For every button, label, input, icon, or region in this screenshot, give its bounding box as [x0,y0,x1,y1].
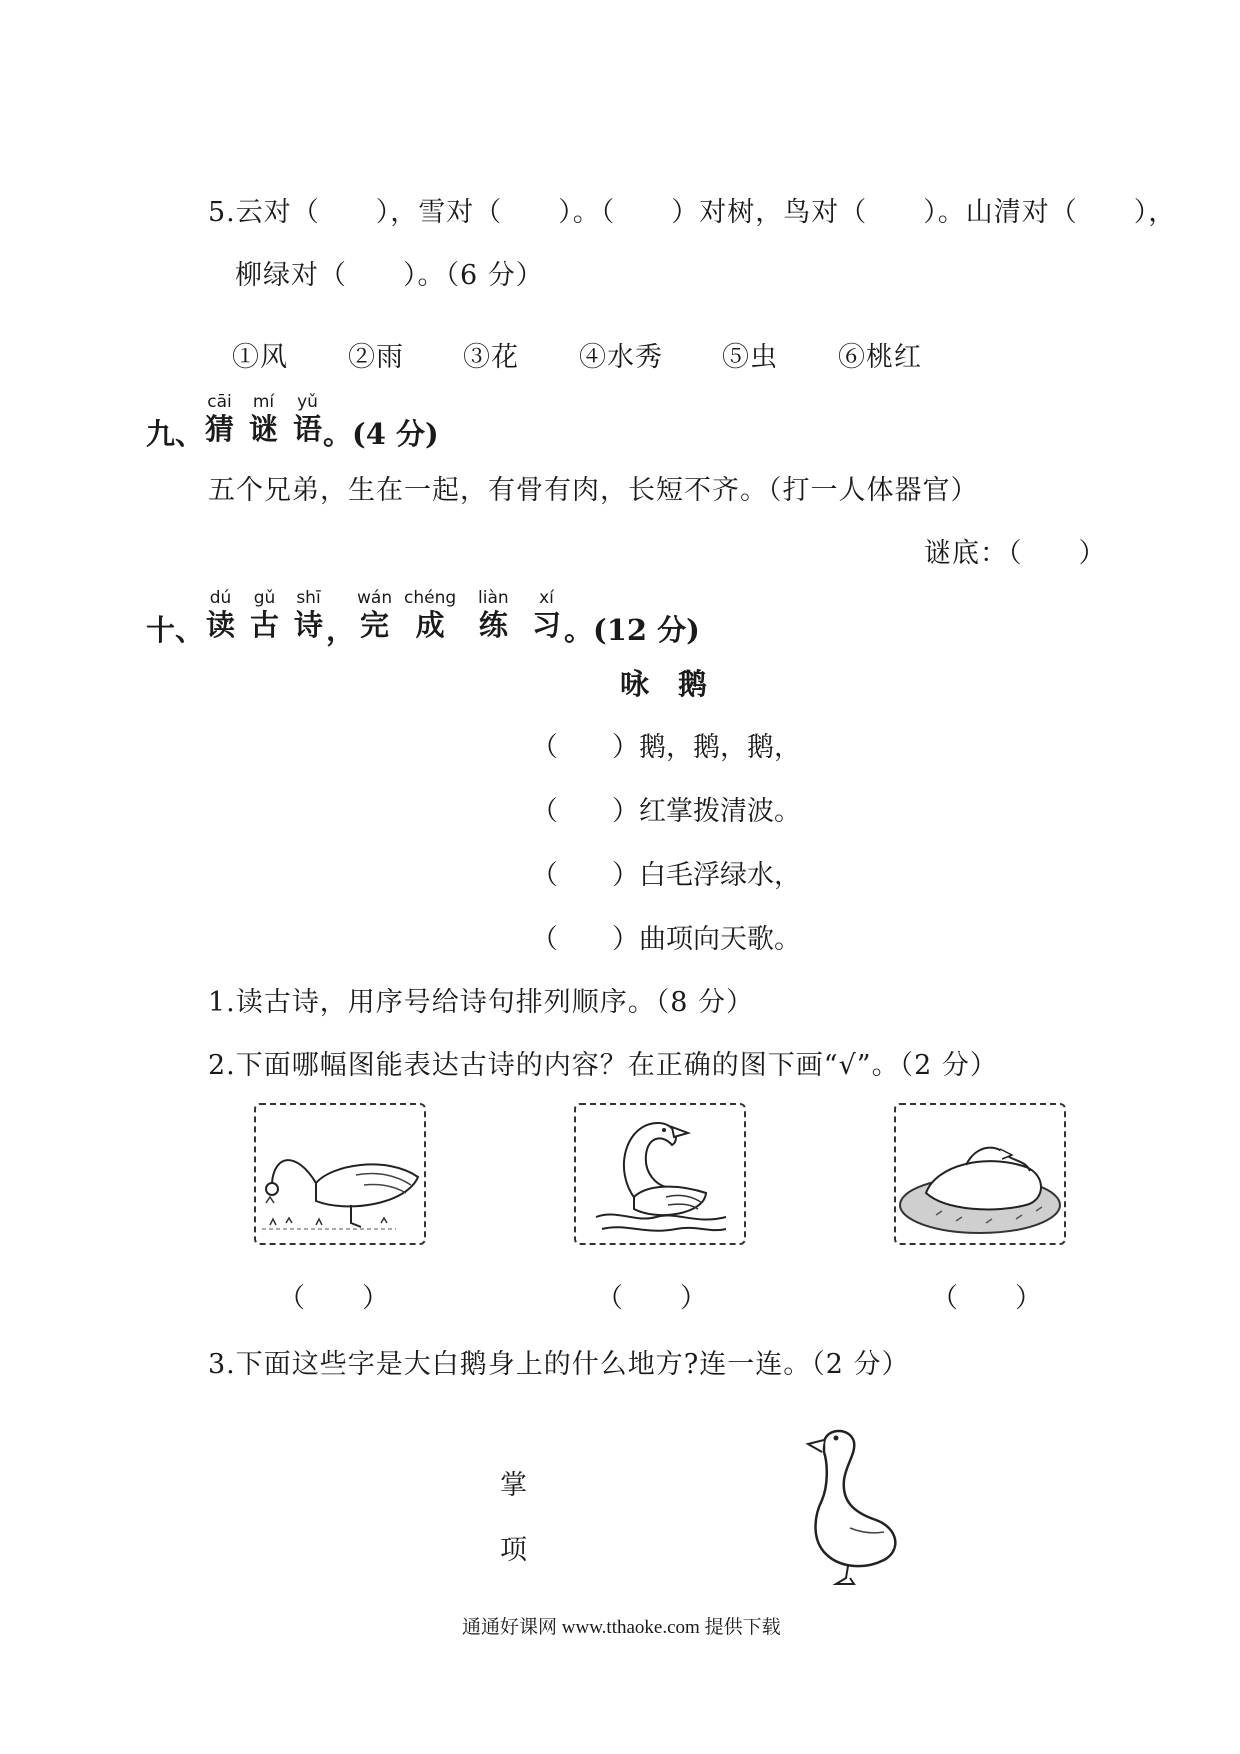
section-10-word-4 [357,588,392,642]
pic-3-answer[interactable]: （ ） [931,1283,1043,1314]
poem-title: 咏 鹅 [620,667,708,701]
pic-2-answer[interactable]: （ ） [596,1283,708,1314]
q5-line2: 柳绿对（ ）。（6 分） [235,260,544,291]
poem-line-2: （ ）红掌拨清波。 [531,796,801,827]
hanzi: 读 [206,608,236,642]
section-10-score: 。(12 分) [564,613,700,647]
poem-line-4: （ ）曲项向天歌。 [531,924,801,955]
q3-text: 3.下面这些字是大白鹅身上的什么地方?连一连。（2 分） [208,1349,910,1380]
q2-text: 2.下面哪幅图能表达古诗的内容？在正确的图下画“√”。（2 分） [208,1050,998,1081]
hanzi: 练 [478,608,508,642]
section-10-word-1 [206,588,235,642]
pinyin: gǔ [253,588,276,608]
hanzi: 诗 [294,608,324,642]
section-9-word-1 [205,392,234,446]
picture-goose-nesting[interactable] [894,1103,1066,1245]
q5-option-6: ⑥桃红 [838,342,922,373]
q5-option-1: ①风 [232,342,288,373]
goose-eating-illustration [256,1105,424,1243]
q1-text: 1.读古诗，用序号给诗句排列顺序。（8 分） [208,987,755,1018]
pinyin: dú [209,588,232,608]
riddle-answer: 谜底：（ ） [924,538,1107,569]
section-10-word-7 [532,588,561,642]
picture-goose-swimming[interactable] [574,1103,746,1245]
pinyin: shī [296,588,321,608]
match-char-palm[interactable]: 掌 [500,1470,528,1501]
goose-nesting-illustration [896,1105,1064,1243]
hanzi: 习 [532,608,562,642]
q5-option-2: ②雨 [348,342,404,373]
pinyin: chéng [404,588,457,608]
hanzi: 猜 [205,412,235,446]
hanzi: 谜 [249,412,279,446]
hanzi: 语 [293,412,323,446]
section-9-score: 。(4 分) [323,417,439,451]
hanzi: 古 [250,608,280,642]
poem-line-3: （ ）白毛浮绿水， [531,860,801,891]
pic-1-answer[interactable]: （ ） [278,1283,390,1314]
q5-option-5: ⑤虫 [722,342,778,373]
pinyin: xí [539,588,554,608]
section-10-number: 十、 [146,613,205,647]
hanzi: 完 [360,608,390,642]
riddle-text: 五个兄弟，生在一起，有骨有肉，长短不齐。（打一人体器官） [208,475,979,506]
q5-option-4: ④水秀 [579,342,663,373]
goose-swimming-illustration [576,1105,744,1243]
section-9-number: 九、 [146,417,205,451]
match-char-neck[interactable]: 项 [500,1535,528,1566]
picture-goose-eating[interactable] [254,1103,426,1245]
q5-line1: 5.云对（ ），雪对（ ）。（ ）对树，鸟对（ ）。山清对（ ）， [208,197,1177,228]
pinyin: mí [252,392,275,412]
pinyin: yǔ [297,392,318,412]
pinyin: liàn [478,588,509,608]
section-10-word-5 [404,588,456,642]
section-10-word-2 [250,588,279,642]
section-9-word-3 [293,392,322,446]
section-10-word-6 [478,588,509,642]
pinyin: wán [357,588,393,608]
section-10-comma: ， [326,613,356,647]
section-10-word-3 [294,588,323,642]
footer-source: 通通好课网 www.tthaoke.com 提供下载 [462,1617,781,1638]
q5-option-3: ③花 [463,342,519,373]
poem-line-1: （ ）鹅，鹅，鹅， [531,732,801,763]
goose-illustration [780,1420,920,1590]
pinyin: cāi [207,392,232,412]
section-9-word-2 [249,392,278,446]
hanzi: 成 [415,608,445,642]
